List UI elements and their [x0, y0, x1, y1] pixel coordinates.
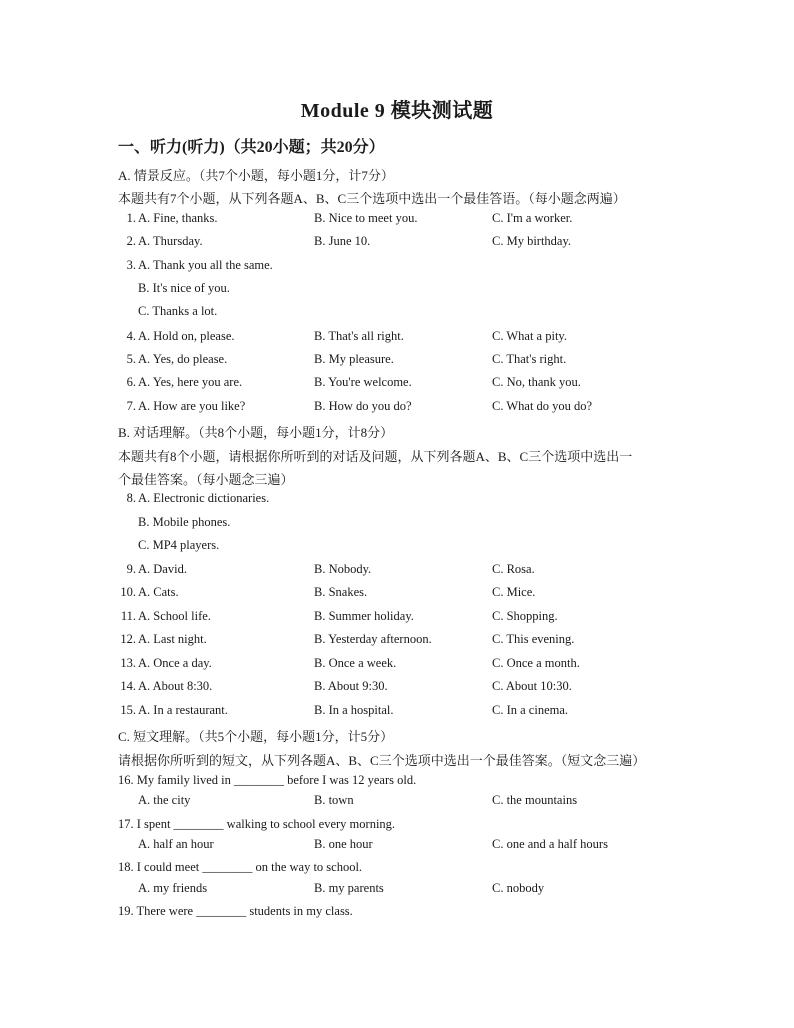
part-b-heading: B. 对话理解。（共8个小题，每小题1分，计8分） — [118, 425, 394, 440]
part-b-instruction: 本题共有8个小题，请根据你所听到的对话及问题，从下列各题A、B、C三个选项中选出一 — [118, 449, 633, 464]
option-b: B. Mobile phones. — [138, 515, 231, 529]
option-b: B. Once a week. — [314, 656, 397, 670]
part-a-heading: A. 情景反应。（共7个小题，每小题1分，计7分） — [118, 168, 394, 183]
option-c: C. No, thank you. — [492, 375, 581, 389]
question-number: 10. — [120, 585, 136, 599]
option-c: C. Thanks a lot. — [138, 304, 218, 318]
option-b: B. one hour — [314, 837, 373, 851]
question-number: 9. — [126, 562, 136, 576]
option-b: B. That's all right. — [314, 329, 404, 343]
option-c: C. My birthday. — [492, 234, 572, 248]
option-a: A. About 8:30. — [138, 679, 213, 693]
option-c: C. MP4 players. — [138, 538, 220, 552]
question-number: 13. — [120, 656, 136, 670]
question-number: 6. — [126, 375, 136, 389]
part-c-heading: C. 短文理解。（共5个小题，每小题1分，计5分） — [118, 729, 394, 744]
option-a: A. Yes, do please. — [138, 352, 228, 366]
option-a: A. Cats. — [138, 585, 179, 599]
option-c: C. That's right. — [492, 352, 567, 366]
option-c: C. Rosa. — [492, 562, 535, 576]
option-a: A. In a restaurant. — [138, 703, 228, 717]
question-number: 15. — [120, 703, 136, 717]
option-c: C. I'm a worker. — [492, 211, 573, 225]
question-number: 2. — [126, 234, 136, 248]
question-stem-18: 18. I could meet ________ on the way to school. — [118, 860, 363, 874]
option-c: C. What a pity. — [492, 329, 567, 343]
option-c: C. nobody — [492, 881, 545, 895]
option-b: B. In a hospital. — [314, 703, 394, 717]
option-c: C. Once a month. — [492, 656, 580, 670]
option-b: B. Snakes. — [314, 585, 368, 599]
question-number: 1. — [126, 211, 136, 225]
option-b: B. About 9:30. — [314, 679, 388, 693]
section-heading: 一、听力(听力)（共20小题；共20分） — [118, 139, 385, 156]
option-a: A. Thank you all the same. — [138, 258, 273, 272]
question-number: 4. — [126, 329, 136, 343]
question-number: 3. — [126, 258, 136, 272]
option-a: A. Thursday. — [138, 234, 203, 248]
option-c: C. one and a half hours — [492, 837, 608, 851]
part-b-instruction-cont: 个最佳答案。（每小题念三遍） — [118, 472, 294, 487]
option-a: A. half an hour — [138, 837, 214, 851]
option-c: C. Mice. — [492, 585, 536, 599]
option-c: C. This evening. — [492, 632, 575, 646]
option-b: B. June 10. — [314, 234, 371, 248]
option-a: A. School life. — [138, 609, 211, 623]
option-c: C. About 10:30. — [492, 679, 572, 693]
option-b: B. Yesterday afternoon. — [314, 632, 432, 646]
part-c-instruction: 请根据你所听到的短文，从下列各题A、B、C三个选项中选出一个最佳答案。（短文念三遍） — [118, 753, 646, 768]
question-stem-17: 17. I spent ________ walking to school every morning. — [118, 817, 396, 831]
question-number: 5. — [126, 352, 136, 366]
option-a: A. David. — [138, 562, 187, 576]
question-stem-19: 19. There were ________ students in my class. — [118, 904, 353, 918]
option-b: B. Summer holiday. — [314, 609, 414, 623]
question-stem-16: 16. My family lived in ________ before I was 12 years old. — [118, 773, 417, 787]
option-a: A. Yes, here you are. — [138, 375, 243, 389]
option-c: C. Shopping. — [492, 609, 558, 623]
part-a-instruction: 本题共有7个小题，从下列各题A、B、C三个选项中选出一个最佳答语。（每小题念两遍） — [118, 191, 626, 206]
question-number: 12. — [120, 632, 136, 646]
question-number: 14. — [120, 679, 136, 693]
option-b: B. My pleasure. — [314, 352, 394, 366]
option-a: A. Last night. — [138, 632, 207, 646]
option-c: C. In a cinema. — [492, 703, 569, 717]
question-number: 11. — [120, 609, 136, 623]
question-number: 8. — [126, 491, 136, 505]
option-a: A. my friends — [138, 881, 208, 895]
option-b: B. town — [314, 793, 354, 807]
option-a: A. Fine, thanks. — [138, 211, 218, 225]
option-b: B. Nobody. — [314, 562, 372, 576]
option-b: B. Nice to meet you. — [314, 211, 418, 225]
option-b: B. It's nice of you. — [138, 281, 230, 295]
option-c: C. the mountains — [492, 793, 578, 807]
option-a: A. Once a day. — [138, 656, 212, 670]
option-a: A. Hold on, please. — [138, 329, 235, 343]
option-b: B. How do you do? — [314, 399, 412, 413]
option-c: C. What do you do? — [492, 399, 593, 413]
question-number: 7. — [126, 399, 136, 413]
option-a: A. How are you like? — [138, 399, 246, 413]
option-a: A. the city — [138, 793, 191, 807]
page-title: Module 9 模块测试题 — [300, 100, 494, 122]
option-b: B. You're welcome. — [314, 375, 412, 389]
option-b: B. my parents — [314, 881, 384, 895]
option-a: A. Electronic dictionaries. — [138, 491, 270, 505]
